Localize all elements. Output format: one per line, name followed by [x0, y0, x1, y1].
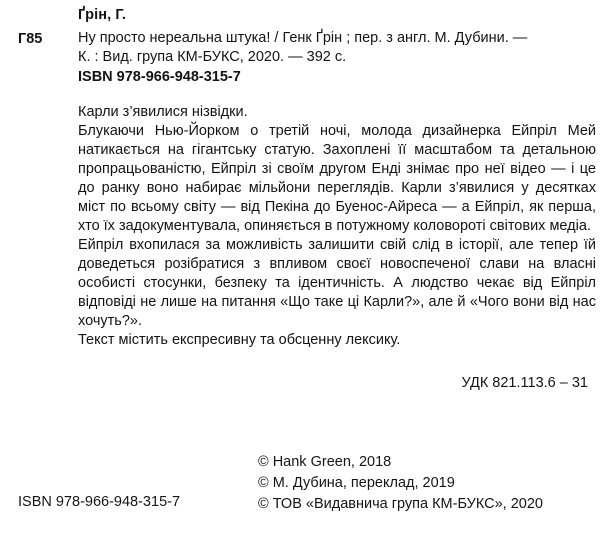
annotation-paragraph-intro: Карли з’явилися нізвідки. [78, 104, 248, 120]
udk-code: УДК 821.113.6 – 31 [461, 375, 588, 391]
copyright-translator: © М. Дубина, переклад, 2019 [258, 475, 455, 491]
isbn-top: ISBN 978-966-948-315-7 [78, 69, 241, 85]
isbn-bottom: ISBN 978-966-948-315-7 [18, 494, 181, 510]
copyright-author: © Hank Green, 2018 [258, 454, 392, 470]
bibliographic-description [78, 29, 598, 67]
copyright-block [258, 452, 598, 515]
bibliographic-line-publisher: К. : Вид. група КМ-БУКС, 2020. — 392 с. [78, 49, 347, 65]
classification-code: Г85 [18, 31, 43, 47]
bibliographic-line-title: Ну просто нереальна штука! / Генк Ґрін ; пер. з англ. М. Дубини. — [78, 30, 528, 46]
author-heading: Ґрін, Г. [78, 7, 126, 23]
annotation-paragraph-warning: Текст містить експресивну та обсценну лексику. [78, 332, 401, 348]
annotation [78, 103, 596, 350]
annotation-paragraph-story: Блукаючи Нью-Йорком о третій ночі, молода дизайнерка Ейпріл Мей натикається на гігантську статую. Захоплені її масштабом та детальною пропрацьованістю, Ейпріл зі своїм другом Енді знімає про неї відео — і це до ранку воно набирає мільйони переглядів. Карли з’явилися у десятках міст по всьому світу — від Пекіна до Буенос-Айреса — а Ейпріл, як перша, хто їх задокументувала, опиняється в потужному коловороті світових медіа. [78, 123, 596, 234]
annotation-paragraph-consequences: Ейпріл вхопилася за можливість залишити свій слід в історії, але тепер їй доведеться розібратися з впливом своєї новоспеченої слави на власні особисті стосунки, безпеку та ідентичність. А людство чекає від Ейпріл відповіді не лише на питання «Що таке ці Карли?», але й «Чого вони від нас хочуть?». [78, 237, 596, 329]
copyright-publisher: © ТОВ «Видавнича група КМ-БУКС», 2020 [258, 496, 543, 512]
